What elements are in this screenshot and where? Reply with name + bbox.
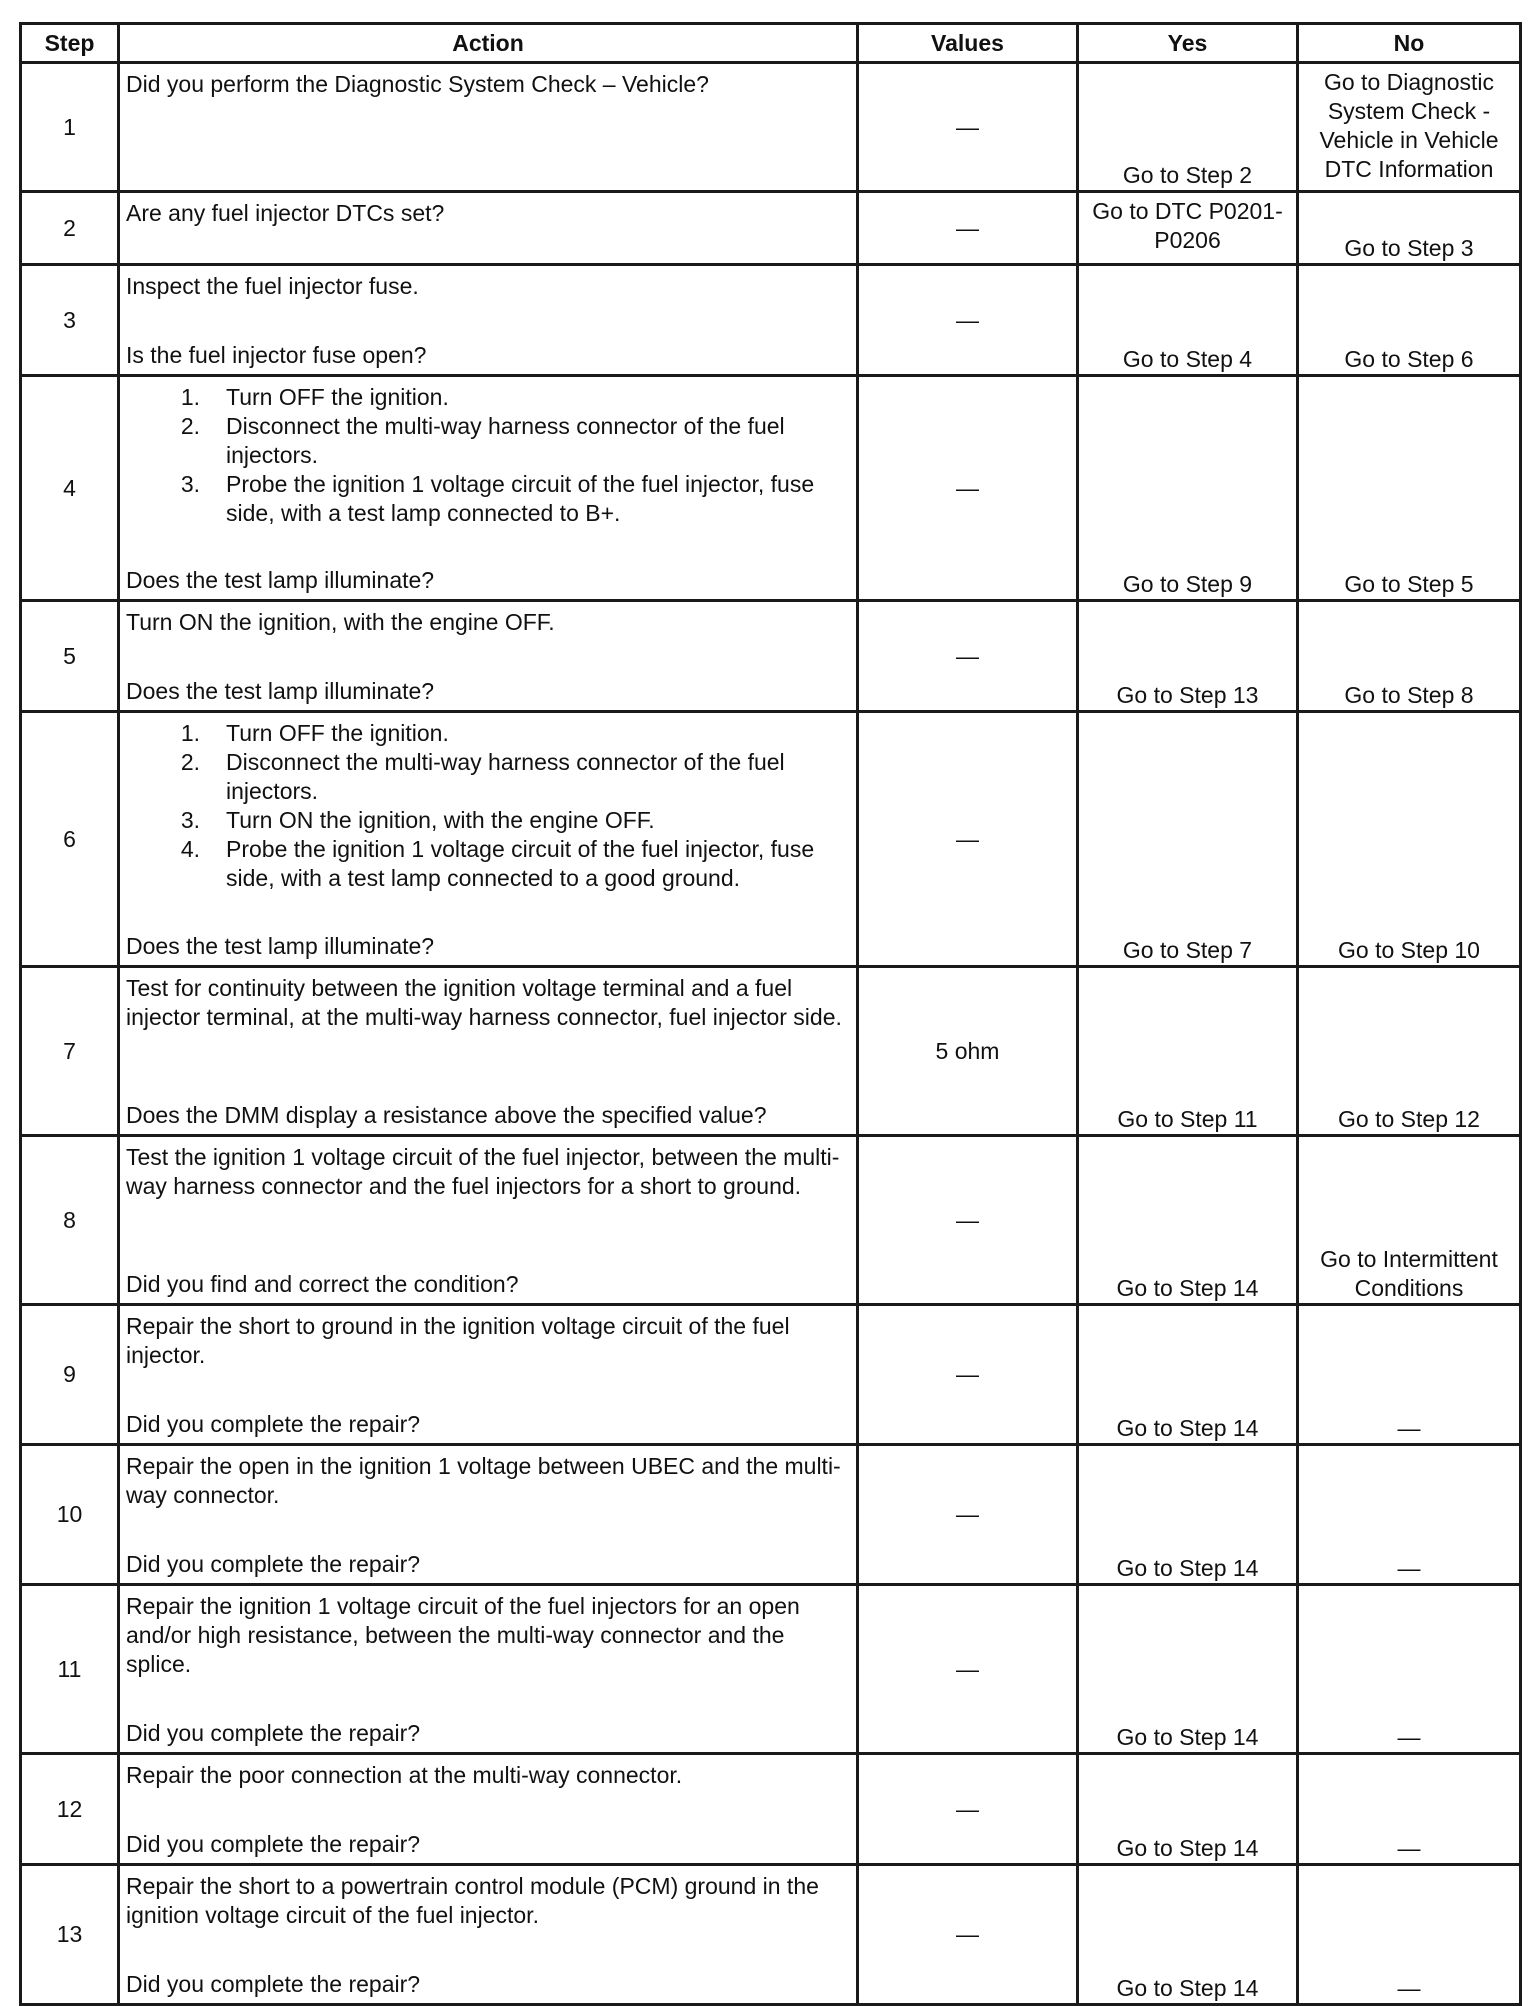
header-row <box>21 24 1521 63</box>
action-content <box>120 377 856 599</box>
no-outcome: — <box>1298 1305 1521 1445</box>
yes-outcome: Go to DTC P0201-P0206 <box>1078 192 1298 265</box>
action-question: Did you complete the repair? <box>126 1831 421 1857</box>
value-cell: — <box>858 192 1078 265</box>
action-instructions <box>126 272 852 301</box>
yes-outcome: Go to Step 14 <box>1078 1585 1298 1754</box>
action-step-item <box>126 412 852 470</box>
table-row <box>21 1585 1521 1754</box>
header-action: Action <box>119 24 858 63</box>
yes-outcome: Go to Step 14 <box>1078 1754 1298 1865</box>
action-question: Did you complete the repair? <box>126 1971 421 1997</box>
no-outcome: — <box>1298 1445 1521 1585</box>
action-text: Test for continuity between the ignition voltage terminal and a fuel injector terminal, at the multi-way harness connector, fuel injector side. <box>126 975 842 1030</box>
no-outcome: Go to Step 12 <box>1298 967 1521 1136</box>
action-instructions <box>126 1143 852 1201</box>
table-row <box>21 192 1521 265</box>
action-cell <box>119 1136 858 1305</box>
action-step-item <box>126 719 852 748</box>
table-row <box>21 1865 1521 2005</box>
action-step-list <box>126 719 852 893</box>
action-text: Turn ON the ignition, with the engine OFF. <box>126 609 555 635</box>
diagnostic-table <box>19 22 1522 2006</box>
action-content <box>120 1586 856 1752</box>
table-row <box>21 601 1521 712</box>
action-step-item <box>126 748 852 806</box>
action-content <box>120 602 856 710</box>
action-content <box>120 968 856 1134</box>
action-text: Repair the short to a powertrain control module (PCM) ground in the ignition voltage circuit of the fuel injector. <box>126 1873 819 1928</box>
action-step-number: 1. <box>180 720 200 746</box>
action-step-number: 2. <box>180 749 200 775</box>
action-cell <box>119 1305 858 1445</box>
value-cell: — <box>858 601 1078 712</box>
action-text: Repair the open in the ignition 1 voltage between UBEC and the multi-way connector. <box>126 1453 841 1508</box>
step-number: 8 <box>21 1136 119 1305</box>
action-instructions <box>126 1761 852 1790</box>
action-instructions <box>126 1592 852 1679</box>
table-body <box>21 63 1521 2005</box>
step-number: 5 <box>21 601 119 712</box>
value-cell: — <box>858 1865 1078 2005</box>
header-values: Values <box>858 24 1078 63</box>
action-step-item <box>126 835 852 893</box>
step-number: 12 <box>21 1754 119 1865</box>
action-instructions <box>126 719 852 893</box>
action-question: Does the test lamp illuminate? <box>126 933 435 959</box>
action-question: Did you complete the repair? <box>126 1720 421 1746</box>
action-question: Does the test lamp illuminate? <box>126 678 435 704</box>
step-number: 13 <box>21 1865 119 2005</box>
no-outcome: — <box>1298 1865 1521 2005</box>
table-row <box>21 712 1521 967</box>
no-outcome: Go to Step 10 <box>1298 712 1521 967</box>
action-instructions <box>126 199 852 228</box>
step-number: 9 <box>21 1305 119 1445</box>
no-outcome: Go to Step 5 <box>1298 376 1521 601</box>
table-row <box>21 967 1521 1136</box>
action-cell <box>119 192 858 265</box>
no-outcome: Go to Step 8 <box>1298 601 1521 712</box>
step-number: 7 <box>21 967 119 1136</box>
action-cell <box>119 1445 858 1585</box>
action-cell <box>119 63 858 192</box>
action-content <box>120 1866 856 2003</box>
no-outcome: Go to Intermittent Conditions <box>1298 1136 1521 1305</box>
action-step-item <box>126 806 852 835</box>
action-step-text: Turn ON the ignition, with the engine OFF. <box>226 807 655 833</box>
action-step-number: 3. <box>180 807 200 833</box>
header-no: No <box>1298 24 1521 63</box>
table-row <box>21 63 1521 192</box>
action-cell <box>119 1754 858 1865</box>
yes-outcome: Go to Step 11 <box>1078 967 1298 1136</box>
value-cell: — <box>858 376 1078 601</box>
action-text: Repair the ignition 1 voltage circuit of the fuel injectors for an open and/or high resistance, between the multi-way connector and the splice. <box>126 1593 800 1677</box>
value-cell: — <box>858 265 1078 376</box>
action-step-text: Turn OFF the ignition. <box>226 720 449 746</box>
step-number: 6 <box>21 712 119 967</box>
yes-outcome: Go to Step 14 <box>1078 1445 1298 1585</box>
action-text: Test the ignition 1 voltage circuit of the fuel injector, between the multi-way harness connector and the fuel injectors for a short to ground. <box>126 1144 840 1199</box>
action-step-text: Disconnect the multi-way harness connector of the fuel injectors. <box>226 749 785 804</box>
action-instructions <box>126 1312 852 1370</box>
action-question: Is the fuel injector fuse open? <box>126 342 427 368</box>
header-step: Step <box>21 24 119 63</box>
action-instructions <box>126 608 852 637</box>
action-cell <box>119 376 858 601</box>
action-step-text: Disconnect the multi-way harness connector of the fuel injectors. <box>226 413 785 468</box>
header-yes: Yes <box>1078 24 1298 63</box>
action-question: Does the DMM display a resistance above the specified value? <box>126 1102 767 1128</box>
action-question: Did you complete the repair? <box>126 1551 421 1577</box>
action-text: Repair the poor connection at the multi-way connector. <box>126 1762 683 1788</box>
value-cell: — <box>858 1445 1078 1585</box>
action-step-number: 2. <box>180 413 200 439</box>
action-step-list <box>126 383 852 528</box>
table-row <box>21 265 1521 376</box>
value-cell: — <box>858 712 1078 967</box>
no-outcome: Go to Step 6 <box>1298 265 1521 376</box>
action-step-item <box>126 383 852 412</box>
action-content <box>120 1755 856 1863</box>
action-text: Are any fuel injector DTCs set? <box>126 200 445 226</box>
yes-outcome: Go to Step 7 <box>1078 712 1298 967</box>
no-outcome: — <box>1298 1585 1521 1754</box>
table-row <box>21 376 1521 601</box>
action-step-number: 1. <box>180 384 200 410</box>
table-row <box>21 1136 1521 1305</box>
action-content <box>120 1137 856 1303</box>
action-instructions <box>126 974 852 1032</box>
action-step-number: 4. <box>180 836 200 862</box>
action-step-text: Probe the ignition 1 voltage circuit of the fuel injector, fuse side, with a test lamp connected to a good ground. <box>226 836 815 891</box>
action-content <box>120 64 856 190</box>
action-text: Repair the short to ground in the ignition voltage circuit of the fuel injector. <box>126 1313 790 1368</box>
value-cell: 5 ohm <box>858 967 1078 1136</box>
yes-outcome: Go to Step 14 <box>1078 1136 1298 1305</box>
action-instructions <box>126 1452 852 1510</box>
yes-outcome: Go to Step 13 <box>1078 601 1298 712</box>
action-instructions <box>126 383 852 528</box>
action-text: Inspect the fuel injector fuse. <box>126 273 419 299</box>
no-outcome: Go to Diagnostic System Check - Vehicle in Vehicle DTC Information <box>1298 63 1521 192</box>
step-number: 4 <box>21 376 119 601</box>
yes-outcome: Go to Step 9 <box>1078 376 1298 601</box>
table-row <box>21 1445 1521 1585</box>
table-row <box>21 1754 1521 1865</box>
table-row <box>21 1305 1521 1445</box>
yes-outcome: Go to Step 4 <box>1078 265 1298 376</box>
yes-outcome: Go to Step 14 <box>1078 1305 1298 1445</box>
value-cell: — <box>858 63 1078 192</box>
action-question: Does the test lamp illuminate? <box>126 567 435 593</box>
action-cell <box>119 265 858 376</box>
action-step-text: Probe the ignition 1 voltage circuit of the fuel injector, fuse side, with a test lamp connected to B+. <box>226 471 815 526</box>
step-number: 2 <box>21 192 119 265</box>
action-instructions <box>126 70 852 99</box>
action-text: Did you perform the Diagnostic System Check – Vehicle? <box>126 71 709 97</box>
step-number: 10 <box>21 1445 119 1585</box>
yes-outcome: Go to Step 2 <box>1078 63 1298 192</box>
action-cell <box>119 967 858 1136</box>
action-content <box>120 713 856 965</box>
action-content <box>120 1446 856 1583</box>
action-cell <box>119 712 858 967</box>
no-outcome: — <box>1298 1754 1521 1865</box>
action-cell <box>119 601 858 712</box>
action-content <box>120 1306 856 1443</box>
value-cell: — <box>858 1754 1078 1865</box>
value-cell: — <box>858 1585 1078 1754</box>
action-step-number: 3. <box>180 471 200 497</box>
action-step-text: Turn OFF the ignition. <box>226 384 449 410</box>
yes-outcome: Go to Step 14 <box>1078 1865 1298 2005</box>
action-instructions <box>126 1872 852 1930</box>
step-number: 1 <box>21 63 119 192</box>
action-cell <box>119 1585 858 1754</box>
value-cell: — <box>858 1305 1078 1445</box>
action-content <box>120 266 856 374</box>
action-question: Did you complete the repair? <box>126 1411 421 1437</box>
step-number: 3 <box>21 265 119 376</box>
action-question: Did you find and correct the condition? <box>126 1271 519 1297</box>
value-cell: — <box>858 1136 1078 1305</box>
action-cell <box>119 1865 858 2005</box>
action-content <box>120 193 856 263</box>
step-number: 11 <box>21 1585 119 1754</box>
no-outcome: Go to Step 3 <box>1298 192 1521 265</box>
action-step-item <box>126 470 852 528</box>
